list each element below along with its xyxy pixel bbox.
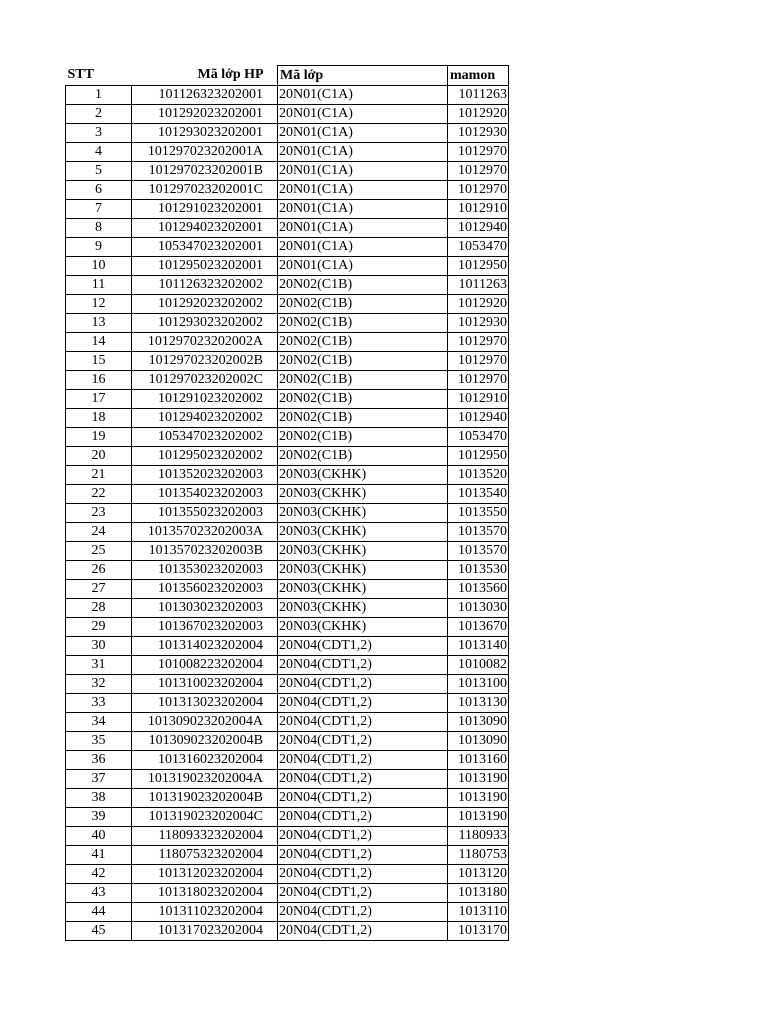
table-row: [66, 143, 509, 162]
table-row: [66, 675, 509, 694]
cell-ma-lop-hp[interactable]: 101297023202002A: [132, 333, 278, 352]
cell-stt[interactable]: 15: [66, 352, 132, 371]
cell-ma-lop-hp[interactable]: 101310023202004: [132, 675, 278, 694]
table-row: [66, 599, 509, 618]
cell-ma-lop-hp[interactable]: 101357023202003A: [132, 523, 278, 542]
cell-stt[interactable]: 3: [66, 124, 132, 143]
cell-stt[interactable]: 30: [66, 637, 132, 656]
cell-ma-lop[interactable]: 20N04(CDT1,2): [278, 846, 448, 865]
cell-ma-lop[interactable]: 20N01(C1A): [278, 143, 448, 162]
cell-stt[interactable]: 6: [66, 181, 132, 200]
cell-stt[interactable]: 8: [66, 219, 132, 238]
cell-mamon[interactable]: 1013130: [448, 694, 509, 713]
cell-ma-lop-hp[interactable]: 118075323202004: [132, 846, 278, 865]
cell-ma-lop-hp[interactable]: 101319023202004B: [132, 789, 278, 808]
cell-ma-lop[interactable]: 20N03(CKHK): [278, 561, 448, 580]
cell-ma-lop[interactable]: 20N01(C1A): [278, 124, 448, 143]
cell-ma-lop[interactable]: 20N03(CKHK): [278, 466, 448, 485]
table-row: [66, 618, 509, 637]
cell-ma-lop-hp[interactable]: 118093323202004: [132, 827, 278, 846]
cell-ma-lop[interactable]: 20N02(C1B): [278, 409, 448, 428]
cell-ma-lop[interactable]: 20N01(C1A): [278, 257, 448, 276]
cell-ma-lop-hp[interactable]: 105347023202002: [132, 428, 278, 447]
cell-ma-lop-hp[interactable]: 101295023202002: [132, 447, 278, 466]
cell-stt[interactable]: 4: [66, 143, 132, 162]
table-row: [66, 637, 509, 656]
cell-mamon[interactable]: 1012930: [448, 124, 509, 143]
cell-mamon[interactable]: 1012920: [448, 295, 509, 314]
cell-stt[interactable]: 1: [66, 86, 132, 105]
cell-stt[interactable]: 12: [66, 295, 132, 314]
cell-stt[interactable]: 41: [66, 846, 132, 865]
cell-ma-lop-hp[interactable]: 101316023202004: [132, 751, 278, 770]
header-ma-lop-hp[interactable]: Mã lớp HP: [132, 66, 278, 86]
cell-stt[interactable]: 9: [66, 238, 132, 257]
table-row: [66, 827, 509, 846]
table-row: [66, 200, 509, 219]
cell-ma-lop[interactable]: 20N03(CKHK): [278, 504, 448, 523]
cell-ma-lop-hp[interactable]: 101297023202002B: [132, 352, 278, 371]
cell-ma-lop[interactable]: 20N04(CDT1,2): [278, 770, 448, 789]
table-row: [66, 751, 509, 770]
cell-ma-lop[interactable]: 20N04(CDT1,2): [278, 713, 448, 732]
table-row: [66, 694, 509, 713]
cell-ma-lop[interactable]: 20N04(CDT1,2): [278, 808, 448, 827]
table-row: [66, 219, 509, 238]
cell-mamon[interactable]: 1012940: [448, 219, 509, 238]
cell-ma-lop-hp[interactable]: 101126323202001: [132, 86, 278, 105]
cell-mamon[interactable]: 1013090: [448, 713, 509, 732]
cell-ma-lop[interactable]: 20N04(CDT1,2): [278, 789, 448, 808]
cell-stt[interactable]: 26: [66, 561, 132, 580]
cell-ma-lop-hp[interactable]: 101313023202004: [132, 694, 278, 713]
cell-ma-lop-hp[interactable]: 101126323202002: [132, 276, 278, 295]
class-list-table: [65, 65, 509, 941]
cell-ma-lop[interactable]: 20N02(C1B): [278, 276, 448, 295]
cell-ma-lop[interactable]: 20N01(C1A): [278, 200, 448, 219]
cell-mamon[interactable]: 1012950: [448, 257, 509, 276]
cell-stt[interactable]: 18: [66, 409, 132, 428]
cell-stt[interactable]: 11: [66, 276, 132, 295]
cell-ma-lop[interactable]: 20N04(CDT1,2): [278, 922, 448, 941]
cell-ma-lop[interactable]: 20N04(CDT1,2): [278, 827, 448, 846]
cell-mamon[interactable]: 1013160: [448, 751, 509, 770]
cell-ma-lop[interactable]: 20N02(C1B): [278, 314, 448, 333]
header-row: [66, 66, 509, 86]
cell-ma-lop-hp[interactable]: 101317023202004: [132, 922, 278, 941]
cell-mamon[interactable]: 1013100: [448, 675, 509, 694]
cell-ma-lop[interactable]: 20N03(CKHK): [278, 485, 448, 504]
cell-ma-lop-hp[interactable]: 101309023202004A: [132, 713, 278, 732]
cell-stt[interactable]: 28: [66, 599, 132, 618]
table-row: [66, 732, 509, 751]
table-row: [66, 846, 509, 865]
cell-ma-lop-hp[interactable]: 101318023202004: [132, 884, 278, 903]
cell-mamon[interactable]: 1013030: [448, 599, 509, 618]
cell-ma-lop[interactable]: 20N04(CDT1,2): [278, 903, 448, 922]
table-row: [66, 162, 509, 181]
cell-stt[interactable]: 34: [66, 713, 132, 732]
cell-stt[interactable]: 43: [66, 884, 132, 903]
cell-stt[interactable]: 32: [66, 675, 132, 694]
table-row: [66, 808, 509, 827]
table-row: [66, 314, 509, 333]
cell-ma-lop[interactable]: 20N04(CDT1,2): [278, 656, 448, 675]
table-row: [66, 466, 509, 485]
cell-mamon[interactable]: 1010082: [448, 656, 509, 675]
cell-ma-lop-hp[interactable]: 101355023202003: [132, 504, 278, 523]
cell-ma-lop-hp[interactable]: 101291023202002: [132, 390, 278, 409]
cell-ma-lop[interactable]: 20N04(CDT1,2): [278, 732, 448, 751]
cell-mamon[interactable]: 1013120: [448, 865, 509, 884]
cell-stt[interactable]: 10: [66, 257, 132, 276]
cell-mamon[interactable]: 1013530: [448, 561, 509, 580]
table-row: [66, 295, 509, 314]
header-stt[interactable]: STT: [66, 66, 132, 86]
cell-mamon[interactable]: 1013190: [448, 808, 509, 827]
cell-ma-lop[interactable]: 20N01(C1A): [278, 219, 448, 238]
cell-stt[interactable]: 29: [66, 618, 132, 637]
table-row: [66, 485, 509, 504]
cell-ma-lop[interactable]: 20N02(C1B): [278, 333, 448, 352]
cell-mamon[interactable]: 1011263: [448, 86, 509, 105]
table-row: [66, 124, 509, 143]
table-row: [66, 561, 509, 580]
table-row: [66, 105, 509, 124]
cell-mamon[interactable]: 1013550: [448, 504, 509, 523]
cell-mamon[interactable]: 1013110: [448, 903, 509, 922]
cell-mamon[interactable]: 1013170: [448, 922, 509, 941]
cell-ma-lop[interactable]: 20N04(CDT1,2): [278, 865, 448, 884]
table-row: [66, 770, 509, 789]
cell-stt[interactable]: 39: [66, 808, 132, 827]
table-body: [66, 66, 509, 941]
cell-ma-lop[interactable]: 20N01(C1A): [278, 162, 448, 181]
cell-stt[interactable]: 25: [66, 542, 132, 561]
cell-stt[interactable]: 35: [66, 732, 132, 751]
table-row: [66, 580, 509, 599]
cell-stt[interactable]: 36: [66, 751, 132, 770]
cell-ma-lop-hp[interactable]: 101311023202004: [132, 903, 278, 922]
cell-mamon[interactable]: 1013190: [448, 770, 509, 789]
cell-mamon[interactable]: 1013090: [448, 732, 509, 751]
cell-ma-lop-hp[interactable]: 101357023202003B: [132, 542, 278, 561]
header-mamon[interactable]: mamon: [448, 66, 509, 86]
cell-ma-lop-hp[interactable]: 105347023202001: [132, 238, 278, 257]
cell-ma-lop[interactable]: 20N02(C1B): [278, 447, 448, 466]
cell-mamon[interactable]: 1012970: [448, 143, 509, 162]
cell-ma-lop-hp[interactable]: 101312023202004: [132, 865, 278, 884]
cell-stt[interactable]: 13: [66, 314, 132, 333]
cell-mamon[interactable]: 1053470: [448, 238, 509, 257]
header-ma-lop[interactable]: Mã lớp: [278, 66, 448, 86]
cell-ma-lop[interactable]: 20N03(CKHK): [278, 618, 448, 637]
cell-mamon[interactable]: 1012940: [448, 409, 509, 428]
table-row: [66, 86, 509, 105]
cell-stt[interactable]: 42: [66, 865, 132, 884]
cell-mamon[interactable]: 1013180: [448, 884, 509, 903]
cell-ma-lop-hp[interactable]: 101297023202002C: [132, 371, 278, 390]
cell-mamon[interactable]: 1013670: [448, 618, 509, 637]
cell-stt[interactable]: 14: [66, 333, 132, 352]
cell-mamon[interactable]: 1012970: [448, 333, 509, 352]
table-row: [66, 409, 509, 428]
cell-stt[interactable]: 7: [66, 200, 132, 219]
cell-stt[interactable]: 33: [66, 694, 132, 713]
cell-ma-lop-hp[interactable]: 101319023202004C: [132, 808, 278, 827]
table-row: [66, 447, 509, 466]
table-row: [66, 238, 509, 257]
cell-ma-lop[interactable]: 20N02(C1B): [278, 352, 448, 371]
table-row: [66, 713, 509, 732]
cell-stt[interactable]: 40: [66, 827, 132, 846]
cell-mamon[interactable]: 1013140: [448, 637, 509, 656]
cell-mamon[interactable]: 1013570: [448, 542, 509, 561]
cell-stt[interactable]: 45: [66, 922, 132, 941]
cell-ma-lop-hp[interactable]: 101294023202002: [132, 409, 278, 428]
cell-stt[interactable]: 23: [66, 504, 132, 523]
cell-mamon[interactable]: 1012970: [448, 352, 509, 371]
cell-mamon[interactable]: 1053470: [448, 428, 509, 447]
cell-ma-lop[interactable]: 20N03(CKHK): [278, 523, 448, 542]
cell-ma-lop[interactable]: 20N01(C1A): [278, 181, 448, 200]
cell-stt[interactable]: 21: [66, 466, 132, 485]
cell-mamon[interactable]: 1012910: [448, 390, 509, 409]
cell-ma-lop-hp[interactable]: 101297023202001A: [132, 143, 278, 162]
cell-ma-lop-hp[interactable]: 101303023202003: [132, 599, 278, 618]
cell-stt[interactable]: 20: [66, 447, 132, 466]
cell-stt[interactable]: 27: [66, 580, 132, 599]
cell-mamon[interactable]: 1013520: [448, 466, 509, 485]
cell-mamon[interactable]: 1013540: [448, 485, 509, 504]
cell-ma-lop-hp[interactable]: 101293023202001: [132, 124, 278, 143]
cell-ma-lop-hp[interactable]: 101353023202003: [132, 561, 278, 580]
cell-stt[interactable]: 16: [66, 371, 132, 390]
table-row: [66, 884, 509, 903]
cell-ma-lop[interactable]: 20N03(CKHK): [278, 580, 448, 599]
cell-mamon[interactable]: 1012950: [448, 447, 509, 466]
cell-ma-lop[interactable]: 20N02(C1B): [278, 371, 448, 390]
table-row: [66, 656, 509, 675]
cell-ma-lop-hp[interactable]: 101354023202003: [132, 485, 278, 504]
cell-stt[interactable]: 17: [66, 390, 132, 409]
cell-ma-lop-hp[interactable]: 101367023202003: [132, 618, 278, 637]
table-row: [66, 903, 509, 922]
cell-mamon[interactable]: 1180933: [448, 827, 509, 846]
cell-ma-lop-hp[interactable]: 101297023202001C: [132, 181, 278, 200]
table-row: [66, 542, 509, 561]
cell-mamon[interactable]: 1011263: [448, 276, 509, 295]
cell-stt[interactable]: 44: [66, 903, 132, 922]
table-row: [66, 789, 509, 808]
cell-ma-lop[interactable]: 20N04(CDT1,2): [278, 675, 448, 694]
cell-ma-lop[interactable]: 20N03(CKHK): [278, 542, 448, 561]
table-row: [66, 865, 509, 884]
cell-ma-lop[interactable]: 20N04(CDT1,2): [278, 751, 448, 770]
cell-ma-lop-hp[interactable]: 101294023202001: [132, 219, 278, 238]
cell-ma-lop[interactable]: 20N01(C1A): [278, 86, 448, 105]
cell-stt[interactable]: 37: [66, 770, 132, 789]
cell-ma-lop-hp[interactable]: 101292023202002: [132, 295, 278, 314]
cell-stt[interactable]: 38: [66, 789, 132, 808]
cell-ma-lop[interactable]: 20N02(C1B): [278, 390, 448, 409]
table-row: [66, 276, 509, 295]
cell-stt[interactable]: 2: [66, 105, 132, 124]
cell-mamon[interactable]: 1180753: [448, 846, 509, 865]
table-row: [66, 181, 509, 200]
cell-mamon[interactable]: 1012910: [448, 200, 509, 219]
table-row: [66, 428, 509, 447]
cell-stt[interactable]: 22: [66, 485, 132, 504]
table-row: [66, 352, 509, 371]
cell-ma-lop-hp[interactable]: 101352023202003: [132, 466, 278, 485]
cell-mamon[interactable]: 1013560: [448, 580, 509, 599]
cell-ma-lop[interactable]: 20N04(CDT1,2): [278, 884, 448, 903]
table-row: [66, 922, 509, 941]
cell-mamon[interactable]: 1012920: [448, 105, 509, 124]
cell-ma-lop[interactable]: 20N04(CDT1,2): [278, 694, 448, 713]
cell-ma-lop[interactable]: 20N02(C1B): [278, 295, 448, 314]
cell-ma-lop[interactable]: 20N03(CKHK): [278, 599, 448, 618]
table-row: [66, 504, 509, 523]
spreadsheet-sheet: [65, 65, 509, 941]
cell-ma-lop-hp[interactable]: 101291023202001: [132, 200, 278, 219]
cell-ma-lop[interactable]: 20N01(C1A): [278, 105, 448, 124]
cell-mamon[interactable]: 1012970: [448, 371, 509, 390]
cell-ma-lop-hp[interactable]: 101297023202001B: [132, 162, 278, 181]
cell-ma-lop-hp[interactable]: 101292023202001: [132, 105, 278, 124]
cell-mamon[interactable]: 1012970: [448, 162, 509, 181]
cell-ma-lop-hp[interactable]: 101293023202002: [132, 314, 278, 333]
cell-ma-lop[interactable]: 20N04(CDT1,2): [278, 637, 448, 656]
table-row: [66, 257, 509, 276]
cell-ma-lop-hp[interactable]: 101319023202004A: [132, 770, 278, 789]
cell-mamon[interactable]: 1012930: [448, 314, 509, 333]
cell-stt[interactable]: 19: [66, 428, 132, 447]
cell-mamon[interactable]: 1013570: [448, 523, 509, 542]
table-row: [66, 371, 509, 390]
cell-stt[interactable]: 5: [66, 162, 132, 181]
cell-ma-lop-hp[interactable]: 101309023202004B: [132, 732, 278, 751]
cell-ma-lop-hp[interactable]: 101295023202001: [132, 257, 278, 276]
cell-mamon[interactable]: 1013190: [448, 789, 509, 808]
cell-stt[interactable]: 31: [66, 656, 132, 675]
cell-ma-lop[interactable]: 20N01(C1A): [278, 238, 448, 257]
cell-ma-lop-hp[interactable]: 101314023202004: [132, 637, 278, 656]
table-row: [66, 333, 509, 352]
cell-mamon[interactable]: 1012970: [448, 181, 509, 200]
cell-ma-lop-hp[interactable]: 101356023202003: [132, 580, 278, 599]
cell-ma-lop[interactable]: 20N02(C1B): [278, 428, 448, 447]
cell-ma-lop-hp[interactable]: 101008223202004: [132, 656, 278, 675]
table-row: [66, 390, 509, 409]
table-row: [66, 523, 509, 542]
cell-stt[interactable]: 24: [66, 523, 132, 542]
